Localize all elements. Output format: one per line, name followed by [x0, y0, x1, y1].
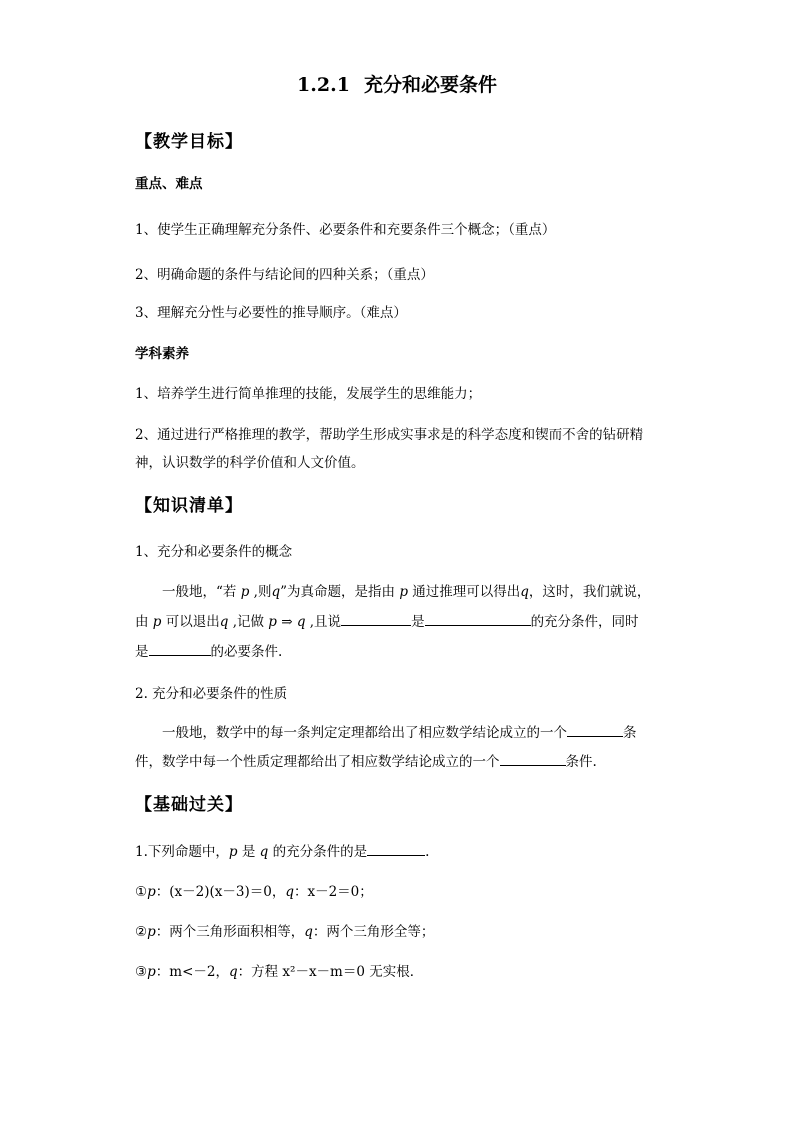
- var-p: p: [240, 584, 250, 600]
- text-fragment: 条件.: [565, 754, 597, 770]
- option-3: [135, 960, 423, 980]
- goal-item-2: 2、明确命题的条件与结论间的四种关系；（重点）: [135, 267, 434, 283]
- text-fragment: 可以退出: [161, 614, 220, 630]
- fill-blank[interactable]: [567, 723, 623, 737]
- property-paragraph-line-2: [135, 750, 597, 770]
- subheading-literacy: 学科素养: [135, 346, 189, 362]
- goal-item-3: 3、理解充分性与必要性的推导顺序。（难点）: [135, 305, 407, 321]
- option-marker: ③: [135, 964, 148, 980]
- section-heading-knowledge: 【知识清单】: [135, 496, 243, 516]
- var-p: p: [147, 964, 156, 980]
- literacy-item-2: 2、通过进行严格推理的教学，帮助学生形成实事求是的科学态度和锲而不舍的钻研精: [135, 427, 644, 443]
- text-fragment: 一般地，数学中的每一条判定定理都给出了相应数学结论成立的一个: [162, 725, 567, 741]
- var-q: q: [259, 844, 269, 860]
- text-fragment: 是: [135, 644, 149, 660]
- text-fragment: 的必要条件.: [210, 644, 283, 660]
- text-fragment: ,且说: [305, 614, 342, 630]
- var-q: q: [520, 584, 529, 600]
- var-p: p: [147, 924, 156, 940]
- option-text: ：x－2＝0；: [293, 884, 373, 900]
- option-marker: ②: [135, 924, 148, 940]
- text-fragment: ”为真命题，是指由: [280, 584, 400, 600]
- fill-blank[interactable]: [500, 752, 566, 766]
- title-number: 1.2.1: [297, 74, 350, 96]
- goal-item-1: 1、使学生正确理解充分条件、必要条件和充要条件三个概念；（重点）: [135, 222, 556, 238]
- option-text: ：方程 x²－x－m＝0 无实根．: [237, 964, 424, 980]
- option-text: ：m<－2，: [155, 964, 229, 980]
- option-2: [135, 920, 434, 940]
- knowledge-paragraph-line-3: [135, 640, 282, 660]
- text-fragment: 是: [411, 614, 425, 630]
- text-fragment: ，这时，我们就说，: [528, 584, 651, 600]
- implication-formula: p ⇒ q: [268, 614, 306, 630]
- text-fragment: ,记做: [228, 614, 269, 630]
- text-fragment: 是: [237, 844, 260, 860]
- section-heading-basic: 【基础过关】: [135, 795, 243, 815]
- literacy-item-1: 1、培养学生进行简单推理的技能，发展学生的思维能力；: [135, 386, 482, 402]
- page-title: [0, 70, 794, 97]
- fill-blank[interactable]: [149, 642, 211, 656]
- text-fragment: 一般地，“若: [162, 584, 241, 600]
- text-fragment: .: [425, 844, 430, 860]
- text-fragment: 件，数学中每一个性质定理都给出了相应数学结论成立的一个: [135, 754, 500, 770]
- text-fragment: 通过推理可以得出: [407, 584, 521, 600]
- var-p: p: [399, 584, 408, 600]
- var-p: p: [147, 884, 156, 900]
- var-q: q: [219, 614, 229, 630]
- text-fragment: 条: [623, 725, 637, 741]
- option-text: ：两个三角形面积相等，: [155, 924, 305, 940]
- var-q: q: [228, 964, 238, 980]
- fill-blank[interactable]: [341, 612, 411, 626]
- text-fragment: ,则: [249, 584, 272, 600]
- option-1: [135, 880, 373, 900]
- var-p: p: [152, 614, 162, 630]
- property-paragraph-line-1: [162, 721, 637, 741]
- option-text: ：两个三角形全等；: [312, 924, 435, 940]
- literacy-item-2-cont: 神，认识数学的科学价值和人文价值。: [135, 455, 365, 471]
- answer-blank[interactable]: [367, 842, 425, 856]
- knowledge-paragraph-line-1: [162, 580, 650, 600]
- var-q: q: [285, 884, 294, 900]
- text-fragment: 1.下列命题中，: [135, 844, 229, 860]
- knowledge-item-1-title: 1、充分和必要条件的概念: [135, 544, 293, 560]
- var-q: q: [271, 584, 281, 600]
- fill-blank[interactable]: [425, 612, 531, 626]
- text-fragment: 的充分条件，同时: [530, 614, 639, 630]
- subheading-key-points: 重点、难点: [135, 176, 203, 192]
- knowledge-paragraph-line-2: [135, 610, 639, 630]
- var-q: q: [304, 924, 313, 940]
- option-text: ：(x－2)(x－3)＝0，: [155, 884, 286, 900]
- question-1: [135, 840, 429, 860]
- option-marker: ①: [135, 884, 148, 900]
- var-p: p: [228, 844, 238, 860]
- title-text: 充分和必要条件: [363, 74, 497, 96]
- knowledge-item-2-title: 2. 充分和必要条件的性质: [135, 686, 288, 702]
- text-fragment: 由: [135, 614, 153, 630]
- section-heading-goals: 【教学目标】: [135, 132, 243, 152]
- text-fragment: 的充分条件的是: [268, 844, 368, 860]
